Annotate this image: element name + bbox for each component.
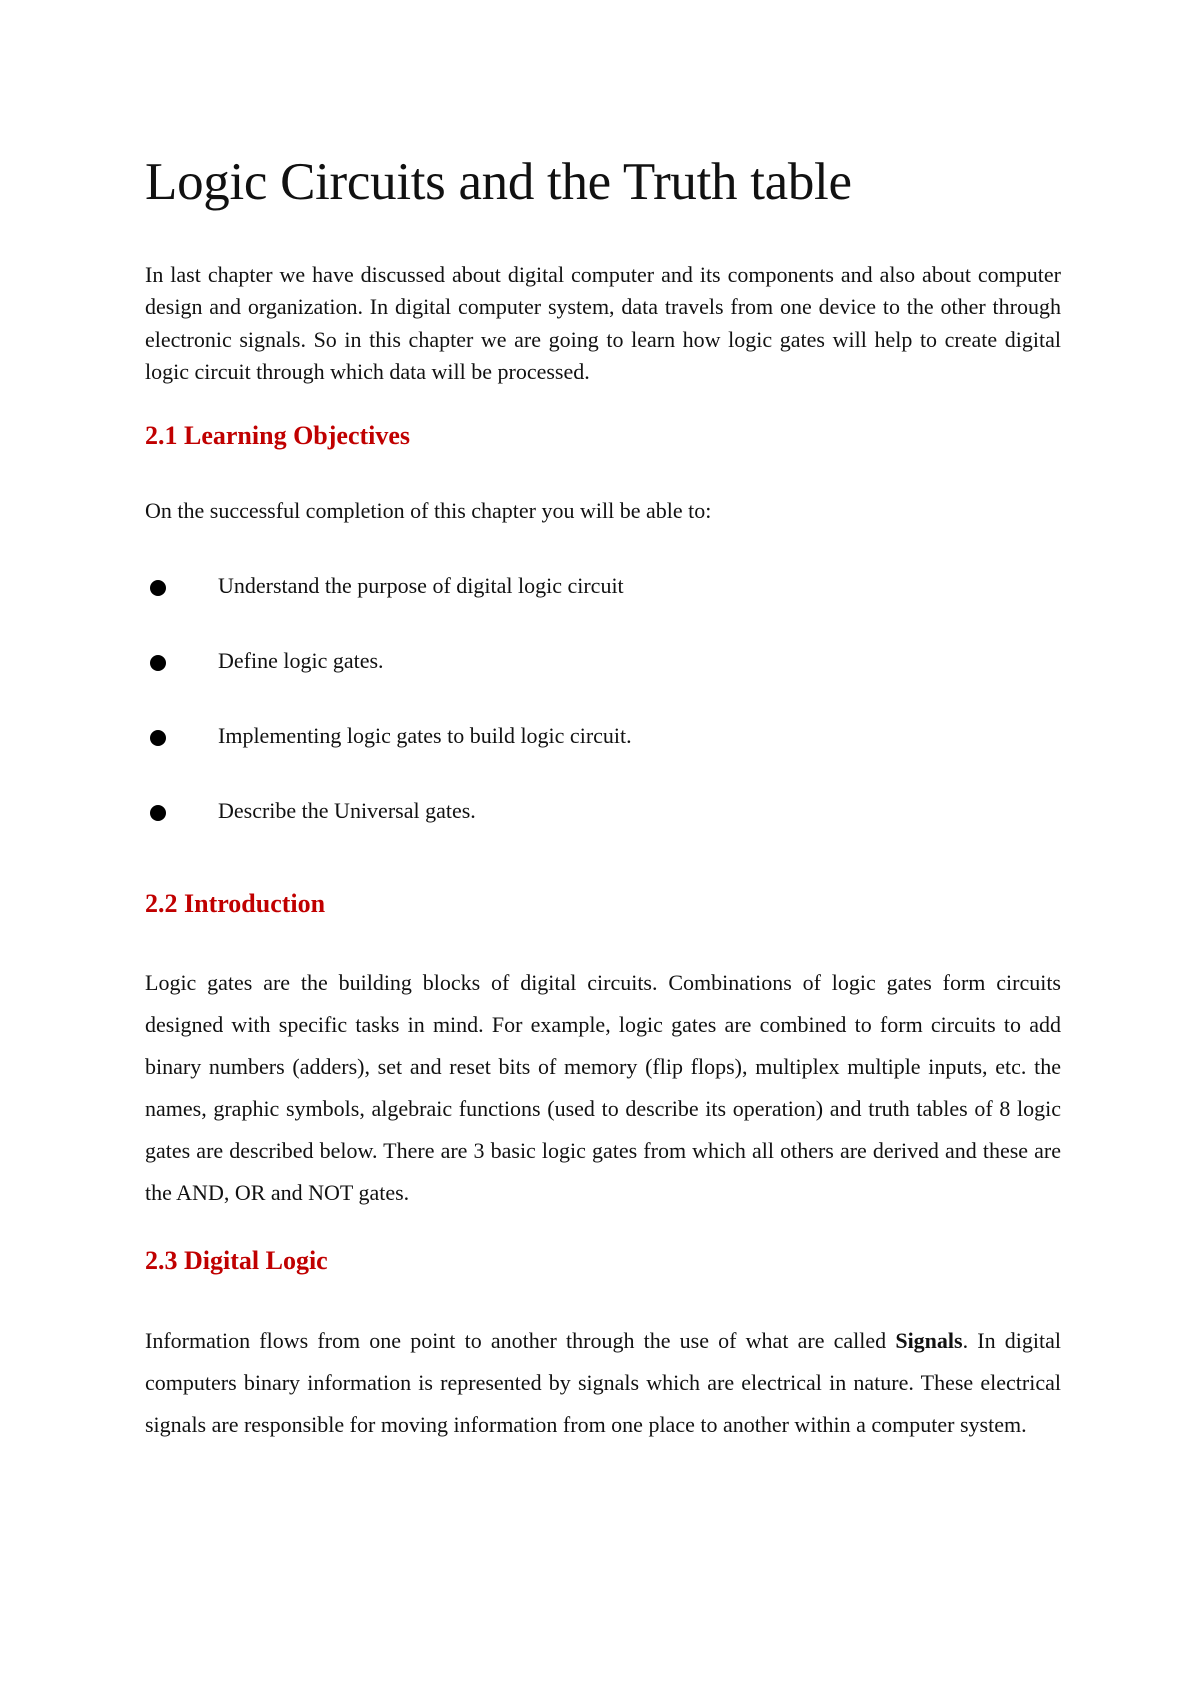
digital-logic-text-end: . In digital computers binary information is represented by signals which are electrical in nature. These electrical signals are responsible for moving information from one place to another within a computer system.: [145, 1328, 1061, 1437]
introduction-paragraph: Logic gates are the building blocks of digital circuits. Combinations of logic gates form circuits designed with specific tasks in mind. For example, logic gates are combined to form circuits to add binary numbers (adders), set and reset bits of memory (flip flops), multiplex multiple inputs, etc. the names, graphic symbols, algebraic functions (used to describe its operation) and truth tables of 8 logic gates are described below. There are 3 basic logic gates from which all others are derived and these are the AND, OR and NOT gates.: [145, 970, 1061, 1205]
section-heading-introduction: 2.2 Introduction: [145, 889, 326, 918]
bullet-icon: [150, 730, 166, 746]
objective-text: Define logic gates.: [218, 648, 384, 673]
bullet-icon: [150, 805, 166, 821]
intro-paragraph: In last chapter we have discussed about digital computer and its components and also about computer design and organization. In digital computer system, data travels from one device to the other through electronic signals. So in this chapter we are going to learn how logic gates will help to create digital logic circuit through which data will be processed.: [145, 262, 1061, 384]
bullet-icon: [150, 655, 166, 671]
objective-text: Describe the Universal gates.: [218, 798, 476, 823]
objective-list-item: [150, 570, 1050, 602]
digital-logic-text-start: Information flows from one point to another through the use of what are called: [145, 1328, 896, 1353]
section-heading-digital-logic: 2.3 Digital Logic: [145, 1246, 328, 1275]
objective-text: Understand the purpose of digital logic circuit: [218, 573, 624, 598]
bullet-icon: [150, 580, 166, 596]
objectives-lead-paragraph: On the successful completion of this chapter you will be able to:: [145, 498, 712, 523]
digital-logic-paragraph: [145, 1320, 1061, 1446]
signals-term: Signals: [895, 1328, 963, 1353]
objective-list-item: [150, 720, 1050, 752]
objective-list-item: [150, 645, 1050, 677]
page-title: Logic Circuits and the Truth table: [145, 153, 852, 211]
section-heading-learning-objectives: 2.1 Learning Objectives: [145, 421, 411, 450]
objective-text: Implementing logic gates to build logic circuit.: [218, 723, 632, 748]
objective-list-item: [150, 795, 1050, 827]
